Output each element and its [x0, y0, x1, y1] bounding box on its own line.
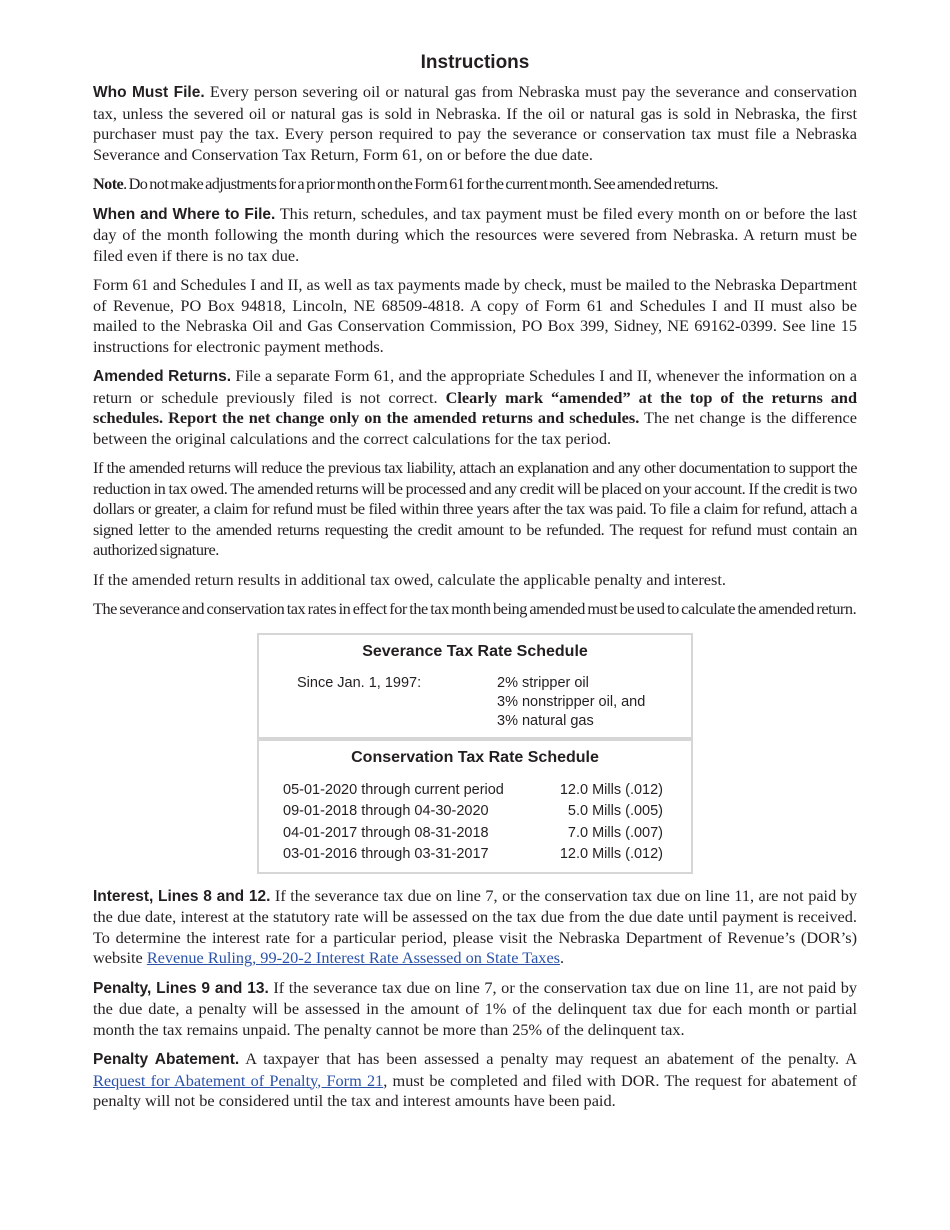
page-title: Instructions: [420, 52, 530, 73]
conservation-schedule: [259, 737, 691, 872]
abatement-paragraph: [93, 1049, 857, 1112]
when-where-heading: When and Where to File.: [93, 205, 276, 223]
mailing-paragraph: Form 61 and Schedules I and II, as well as tax payments made by check, must be mailed to the Nebraska Department of Revenue, PO Box 94818, Lincoln, NE 68509-4818. A copy of Form 61 and Schedules I and II must also be mailed to the Nebraska Oil and Gas Conservation Commission, PO Box 399, Sidney, NE 69162-0399. See line 15 instructions for electronic payment methods.: [93, 275, 857, 356]
note-label: Note: [93, 174, 124, 193]
conservation-period: 05-01-2020 through current period: [283, 781, 504, 798]
conservation-rate: 7.0 Mills (.007): [567, 824, 663, 841]
severance-rate-natural-gas: 3% natural gas: [497, 712, 594, 729]
conservation-period: 09-01-2018 through 04-30-2020: [283, 803, 489, 819]
reduce-paragraph: If the amended returns will reduce the previous tax liability, attach an explanation and any other documentation to support the reduction in tax owed. The amended returns will be processed and any credit will be placed on your account. If the credit is two dollars or greater, a claim for refund must be filed within three years after the tax was paid. To file a claim for refund, attach a signed letter to the amended returns requesting the credit amount to be refunded. The request for refund must contain an authorized signature.: [93, 458, 857, 559]
conservation-rate: 12.0 Mills (.012): [559, 781, 663, 798]
interest-end: .: [560, 948, 565, 967]
penalty-paragraph: [93, 978, 857, 1041]
rates-used-paragraph: The severance and conservation tax rates in effect for the tax month being amended must be used to calculate the amended return.: [93, 599, 857, 618]
interest-text: If the severance tax due on line 7, or the conservation tax due on line 11, are not paid by the due date, interest at the statutory rate will be assessed on the tax due from the due date until payment is received. To determine the interest rate for a particular period, please visit the Nebraska Department of Revenue’s (DOR’s) website: [93, 885, 858, 967]
conservation-row: [259, 823, 691, 845]
abatement-text-1: A taxpayer that has been assessed a penalty may request an abatement of the penalty. A: [239, 1049, 857, 1068]
who-must-file-text: Every person severing oil or natural gas from Nebraska must pay the severance and conservation tax, unless the severed oil or natural gas is sold in Nebraska. If the oil or natural gas is sold in Nebraska, the first purchaser must pay the tax. Every person required to pay the severance or conservation tax must file a Nebraska Severance and Conservation Tax Return, Form 61, on or before the due date.: [93, 82, 857, 164]
conservation-period: 04-01-2017 through 08-31-2018: [283, 824, 489, 841]
severance-rate-stripper-oil: 2% stripper oil: [497, 674, 589, 691]
who-must-file-heading: Who Must File.: [93, 84, 205, 101]
conservation-schedule-title: Conservation Tax Rate Schedule: [351, 748, 599, 766]
severance-since-label: Since Jan. 1, 1997:: [297, 674, 422, 691]
form-21-link[interactable]: Request for Abatement of Penalty, Form 21: [93, 1070, 384, 1090]
conservation-period: 03-01-2016 through 03-31-2017: [283, 846, 489, 862]
conservation-row: [259, 844, 691, 866]
amended-paragraph: [93, 366, 857, 449]
penalty-heading: Penalty, Lines 9 and 13.: [93, 979, 269, 997]
note-text: . Do not make adjustments for a prior month on the Form 61 for the current month. See amended returns.: [123, 174, 719, 193]
when-where-paragraph: [93, 204, 857, 267]
when-where-text: This return, schedules, and tax payment must be filed every month on or before the last day of the month following the month during which the resources were severed from Nebraska. A return must be filed even if there is no tax due.: [93, 203, 857, 265]
interest-heading: Interest, Lines 8 and 12.: [93, 887, 271, 905]
revenue-ruling-link[interactable]: Revenue Ruling, 99-20-2 Interest Rate Assessed on State Taxes: [146, 948, 561, 967]
severance-rate-nonstripper-oil: 3% nonstripper oil, and: [497, 693, 646, 710]
severance-schedule-title: Severance Tax Rate Schedule: [362, 642, 588, 660]
conservation-row: [259, 801, 691, 823]
penalty-text: If the severance tax due on line 7, or the conservation tax due on line 11, are not paid by the due date, a penalty will be assessed in the amount of 1% of the delinquent tax due for each month or partial month the tax remains unpaid. The penalty cannot be more than 25% of the delinquent tax.: [93, 977, 857, 1039]
abatement-heading: Penalty Abatement.: [93, 1051, 240, 1068]
note-paragraph: [93, 174, 857, 195]
amended-text-1: File a separate Form 61, and the appropriate Schedules I and II, whenever the information on a return or schedule previously filed is not correct.: [93, 366, 857, 407]
instructions-page: [93, 52, 857, 1121]
who-must-file-paragraph: [93, 82, 857, 165]
conservation-row: [259, 780, 691, 802]
rate-schedule-box: [257, 633, 693, 874]
interest-paragraph: [93, 886, 857, 969]
amended-bold-text: Clearly mark “amended” at the top of the returns and schedules. Report the net change only on the amended returns and schedules.: [93, 387, 857, 427]
amended-heading: Amended Returns.: [93, 368, 232, 385]
additional-paragraph: If the amended return results in additional tax owed, calculate the applicable penalty and interest.: [93, 569, 726, 589]
severance-schedule-row: [259, 674, 691, 731]
amended-text-2: The net change is the difference between the original calculations and the correct calculations for the tax period.: [93, 408, 857, 448]
conservation-rate: 5.0 Mills (.005): [567, 803, 663, 819]
abatement-text-2: , must be completed and filed with DOR. The request for abatement of penalty will not be considered until the tax and interest amounts have been paid.: [93, 1070, 857, 1110]
severance-rates: [497, 674, 645, 731]
severance-schedule: [259, 635, 691, 737]
conservation-rate: 12.0 Mills (.012): [559, 846, 663, 862]
